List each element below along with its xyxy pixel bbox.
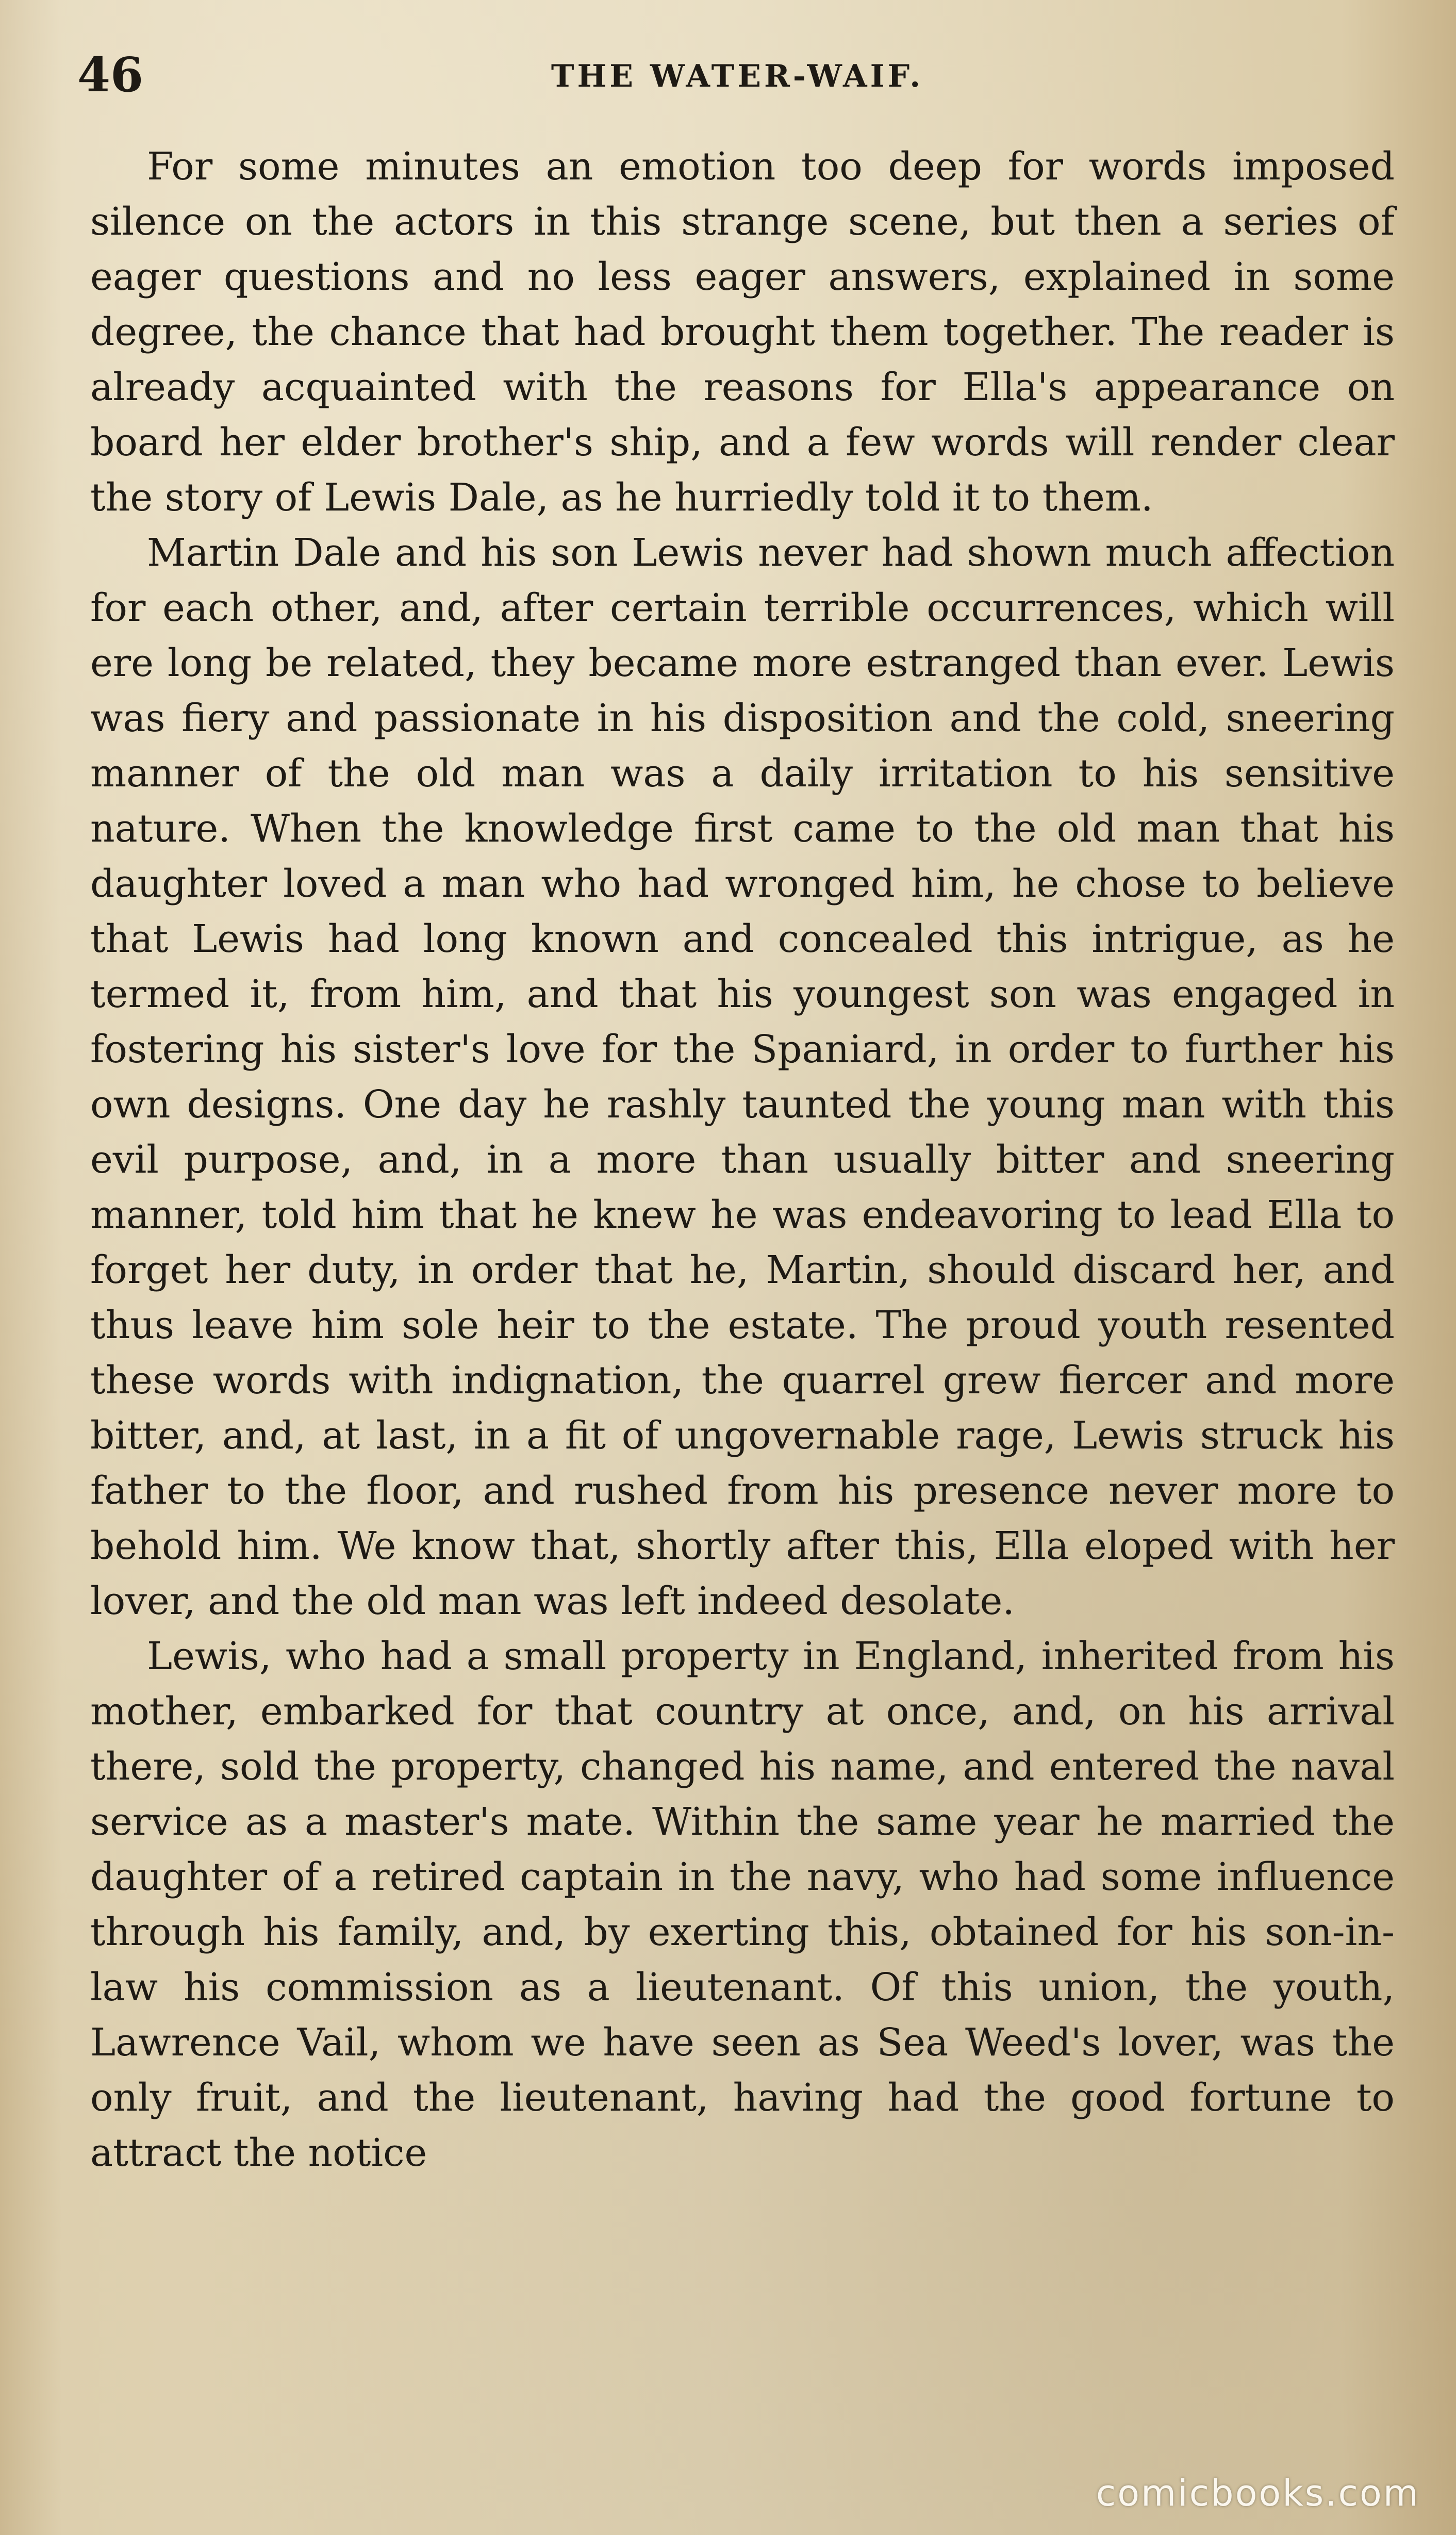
watermark: comicbooks.com [1096, 2472, 1420, 2514]
running-head: THE WATER-WAIF. [551, 58, 924, 94]
paragraph: Martin Dale and his son Lewis never had shown much affection for each other, and, after certain terrible occurrences, which will ere long be related, they became more estranged than ever. Lewis was fiery and passionate in his disposition and the cold, sneering manner of the old man was a daily irritation to his sensitive nature. When the knowledge first came to the old man that his daughter loved a man who had wronged him, he chose to believe that Lewis had long known and concealed this intrigue, as he termed it, from him, and that his youngest son was engaged in fostering his sister's love for the Spaniard, in order to further his own designs. One day he rashly taunted the young man with this evil purpose, and, in a more than usually bitter and sneering manner, told him that he knew he was endeavoring to lead Ella to forget her duty, in order that he, Martin, should discard her, and thus leave him sole heir to the estate. The proud youth resented these words with indignation, the quarrel grew fiercer and more bitter, and, at last, in a fit of ungovernable rage, Lewis struck his father to the floor, and rushed from his presence never more to behold him. We know that, shortly after this, Ella eloped with her lover, and the old man was left indeed desolate. [90, 531, 1395, 1623]
page-header [77, 46, 1397, 103]
paragraph: For some minutes an emotion too deep for words imposed silence on the actors in this strange scene, but then a series of eager questions and no less eager answers, explained in some degree, the chance that had brought them together. The reader is already acquainted with the reasons for Ella's appearance on board her elder brother's ship, and a few words will render clear the story of Lewis Dale, as he hurriedly told it to them. [90, 144, 1395, 520]
body-text [90, 139, 1395, 2181]
paragraph: Lewis, who had a small property in England, inherited from his mother, embarked for that country at once, and, on his arrival there, sold the property, changed his name, and entered the naval service as a master's mate. Within the same year he married the daughter of a retired captain in the navy, who had some influence through his family, and, by exerting this, obtained for his son-in-law his commission as a lieutenant. Of this union, the youth, Lawrence Vail, whom we have seen as Sea Weed's lover, was the only fruit, and the lieutenant, having had the good fortune to attract the notice [90, 1634, 1395, 2175]
page-number: 46 [77, 47, 144, 103]
